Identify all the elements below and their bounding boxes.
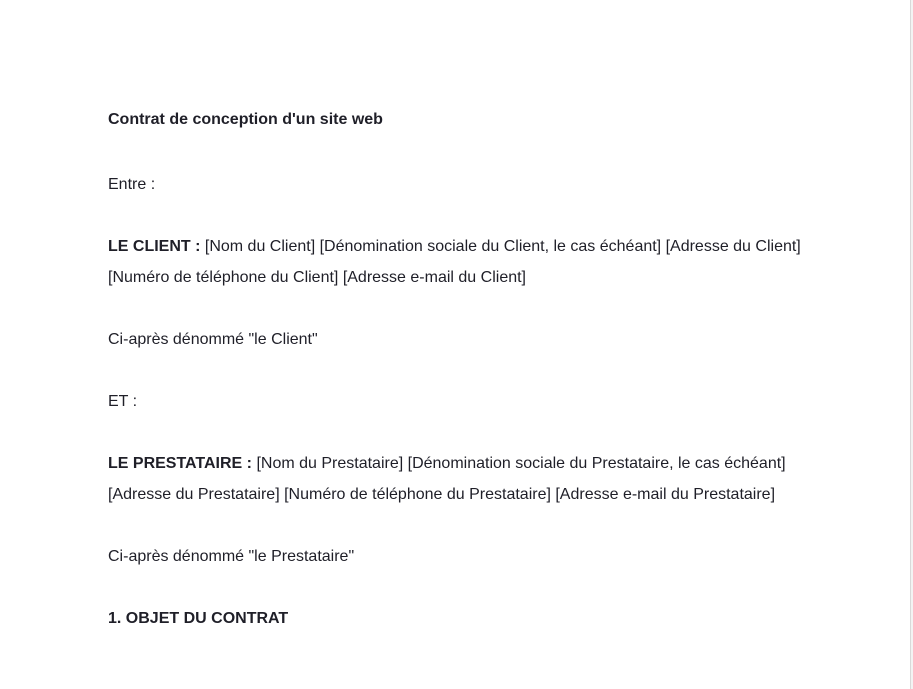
section-heading-objet: 1. OBJET DU CONTRAT: [108, 610, 289, 627]
document-body: [108, 108, 808, 634]
provider-alias: Ci-après dénommé "le Prestataire": [108, 548, 355, 565]
client-label: LE CLIENT :: [108, 238, 201, 255]
and-line: ET :: [108, 393, 138, 410]
provider-paragraph: [108, 448, 808, 510]
between-line: Entre :: [108, 176, 156, 193]
client-paragraph: [108, 231, 808, 293]
provider-label: LE PRESTATAIRE :: [108, 455, 252, 472]
client-alias: Ci-après dénommé "le Client": [108, 331, 318, 348]
client-details: [Nom du Client] [Dénomination sociale du Client, le cas échéant] [Adresse du Client] [Numéro de téléphone du Client] [Adresse e-mail du Client]: [108, 238, 801, 286]
provider-details: [Nom du Prestataire] [Dénomination sociale du Prestataire, le cas échéant] [Adresse du Prestataire] [Numéro de téléphone du Prestataire] [Adresse e-mail du Prestataire]: [108, 455, 786, 503]
document-title: Contrat de conception d'un site web: [108, 111, 383, 128]
